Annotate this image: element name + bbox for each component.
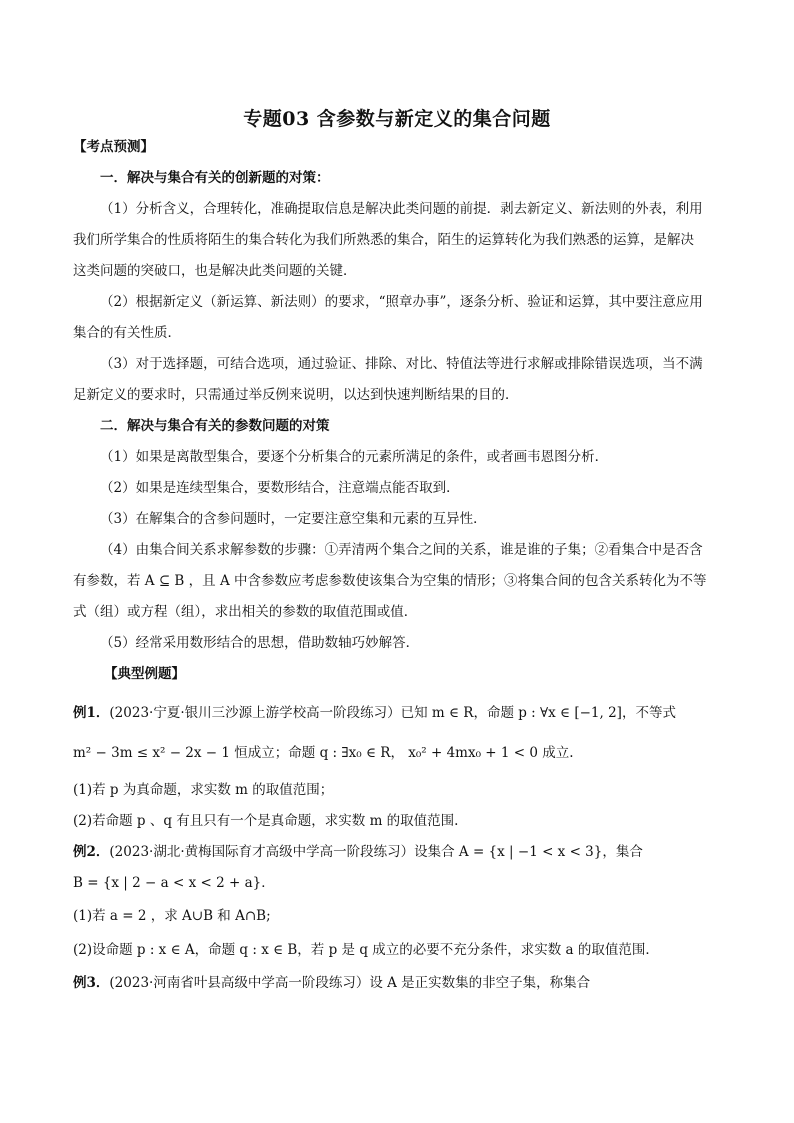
part1-p2-line1: （2）根据新定义（新运算、新法则）的要求，“照章办事”，逐条分析、验证和运算，其中要注意应用 <box>100 294 703 310</box>
example-2-question2: (2)设命题 p : x ∈ A，命题 q : x ∈ B，若 p 是 q 成立的必要不充分条件，求实数 a 的取值范围． <box>73 942 659 958</box>
part2-p4-line3: 式（组）或方程（组），求出相关的参数的取值范围或值． <box>73 604 418 620</box>
part1-p2-line2: 集合的有关性质． <box>73 325 181 341</box>
example-1-label: 例1． <box>73 705 110 721</box>
example-3-label: 例3． <box>73 975 110 991</box>
part2-p2: （2）如果是连续型集合，要数形结合，注意端点能否取到． <box>100 480 460 496</box>
example-1-question1: (1)若 p 为真命题，求实数 m 的取值范围； <box>73 782 334 798</box>
example-2-line1 <box>73 842 733 862</box>
example-3-line1 <box>73 973 733 993</box>
part1-p3-line2: 足新定义的要求时，只需通过举反例来说明，以达到快速判断结果的目的． <box>73 387 519 403</box>
part1-p1-line2: 我们所学集合的性质将陌生的集合转化为我们所熟悉的集合，陌生的运算转化为我们熟悉的运算，是解决 <box>73 232 694 248</box>
section-forecast-label: 【考点预测】 <box>73 139 154 155</box>
part2-p3: （3）在解集合的含参问题时，一定要注意空集和元素的互异性． <box>100 511 487 527</box>
example-3-text1: (2023·河南省叶县高级中学高一阶段练习）设 A 是正实数集的非空子集，称集合 <box>109 975 591 991</box>
part1-p3-line1: （3）对于选择题，可结合选项，通过验证、排除、对比、特值法等进行求解或排除错误选项，当不满 <box>100 356 703 372</box>
part2-p4-line1: （4）由集合间关系求解参数的步骤：①弄清两个集合之间的关系，谁是谁的子集；②看集合中是否含 <box>100 542 703 558</box>
example-2-question1: (1)若 a = 2 ，求 A∪B 和 A∩B; <box>73 908 271 924</box>
page-title: 专题03 含参数与新定义的集合问题 <box>243 108 551 130</box>
part1-heading: 一．解决与集合有关的创新题的对策： <box>100 170 330 186</box>
part2-p4-line2: 有参数，若 A ⊆ B ，且 A 中含参数应考虑参数使该集合为空集的情形；③将集合间的包含关系转化为不等 <box>73 573 707 589</box>
part1-p1-line3: 这类问题的突破口，也是解决此类问题的关键． <box>73 263 357 279</box>
part1-p1-line1: （1）分析含义，合理转化，准确提取信息是解决此类问题的前提．剥去新定义、新法则的外表，利用 <box>100 201 703 217</box>
part2-p5: （5）经常采用数形结合的思想，借助数轴巧妙解答． <box>100 635 420 651</box>
part2-heading: 二．解决与集合有关的参数问题的对策 <box>100 418 330 434</box>
example-1-text1: (2023·宁夏·银川三沙源上游学校高一阶段练习）已知 m ∈ R，命题 p : ∀x ∈ [−1, 2]，不等式 <box>109 705 676 721</box>
example-1-line1 <box>73 703 733 723</box>
example-2-label: 例2． <box>73 844 110 860</box>
part2-p1: （1）如果是离散型集合，要逐个分析集合的元素所满足的条件，或者画韦恩图分析． <box>100 449 609 465</box>
example-1-question2: (2)若命题 p 、q 有且只有一个是真命题，求实数 m 的取值范围. <box>73 813 459 829</box>
example-2-text1: (2023·湖北·黄梅国际育才高级中学高一阶段练习）设集合 A = {x | −1 < x < 3}，集合 <box>109 844 643 860</box>
example-1-line2: m² − 3m ≤ x² − 2x − 1 恒成立；命题 q : ∃x₀ ∈ R， x₀² + 4mx₀ + 1 < 0 成立. <box>73 745 574 761</box>
example-2-line2: B = {x | 2 − a < x < 2 + a}． <box>73 875 275 891</box>
section-examples-label: 【典型例题】 <box>104 666 185 682</box>
